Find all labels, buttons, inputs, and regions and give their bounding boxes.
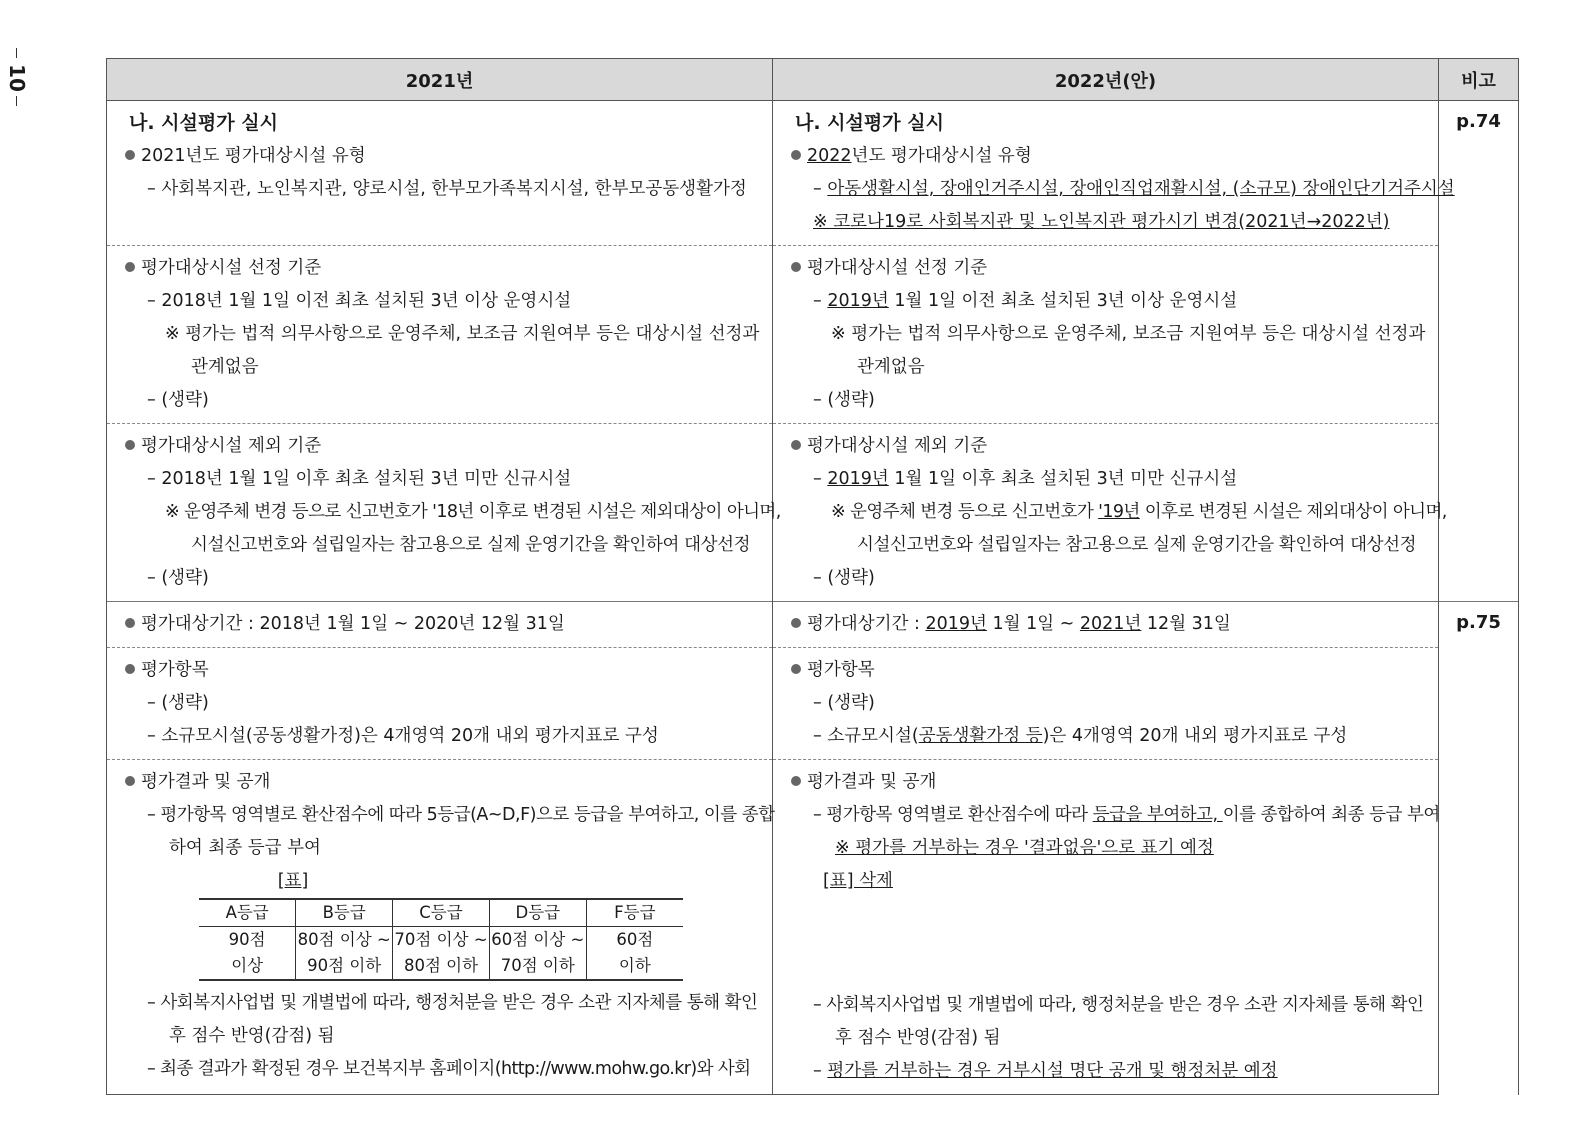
bullet: 평가대상기간 : 2018년 1월 1일 ~ 2020년 12월 31일	[125, 608, 768, 641]
dash-item: – 사회복지관, 노인복지관, 양로시설, 한부모가족복지시설, 한부모공동생활가정	[147, 179, 747, 199]
bullet: 평가항목	[125, 654, 768, 687]
table-row	[107, 602, 1519, 648]
cell-2022	[773, 101, 1455, 246]
grade-header: F등급	[586, 899, 683, 927]
page-number-bar-bottom	[16, 96, 17, 106]
table-row	[107, 760, 1519, 1095]
dash-continuation: 후 점수 반영(감점) 됨	[169, 1026, 335, 1046]
dash-item: – 사회복지사업법 및 개별법에 따라, 행정처분을 받은 경우 소관 지자체를 통해 확인	[813, 995, 1424, 1015]
dash-item: – (생략)	[813, 390, 875, 410]
note-continuation: 관계없음	[857, 357, 925, 377]
bullet: 평가항목	[791, 654, 1434, 687]
note-cell: p.74	[1439, 101, 1519, 602]
cell-2021	[107, 648, 773, 760]
section-title: 나. 시설평가 실시	[129, 112, 278, 134]
note-continuation: 시설신고번호와 설립일자는 참고용으로 실제 운영기간을 확인하여 대상선정	[191, 535, 751, 555]
bullet: 평가대상기간 : 2019년 1월 1일 ~ 2021년 12월 31일	[791, 608, 1434, 641]
dash-continuation: 후 점수 반영(감점) 됨	[835, 1028, 1001, 1048]
cell-2021	[107, 602, 773, 648]
dash-item: – 소규모시설(공동생활가정 등)은 4개영역 20개 내외 평가지표로 구성	[813, 726, 1348, 746]
page-number	[6, 48, 28, 106]
note-continuation: 시설신고번호와 설립일자는 참고용으로 실제 운영기간을 확인하여 대상선정	[857, 535, 1417, 555]
grade-header: A등급	[199, 899, 296, 927]
dash-item: – (생략)	[147, 390, 209, 410]
grade-cell: 70점 이하	[489, 953, 586, 980]
dash-item: – 평가항목 영역별로 환산점수에 따라 등급을 부여하고, 이를 종합하여 최종 등급 부여	[813, 805, 1440, 825]
cell-2021	[107, 760, 773, 1095]
grade-header: C등급	[393, 899, 490, 927]
comparison-table	[106, 58, 1519, 1095]
cell-2022	[773, 602, 1439, 648]
dash-item: – (생략)	[147, 693, 209, 713]
grade-cell: 60점 이상 ~	[489, 927, 586, 954]
dash-item: – 사회복지사업법 및 개별법에 따라, 행정처분을 받은 경우 소관 지자체를 통해 확인	[147, 993, 758, 1013]
header-2021: 2021년	[107, 59, 773, 101]
grade-cell: 이상	[199, 953, 296, 980]
spacer	[791, 898, 1434, 983]
table-caption: [표]	[277, 871, 309, 891]
grade-cell: 이하	[586, 953, 683, 980]
dash-item: – (생략)	[147, 568, 209, 588]
table-row	[107, 246, 1519, 424]
page-number-text: 10	[5, 64, 29, 92]
cell-2022	[773, 246, 1439, 424]
note-item: ※ 평가를 거부하는 경우 '결과없음'으로 표기 예정	[835, 838, 1214, 858]
cell-2021	[107, 101, 773, 246]
grade-table	[199, 898, 683, 981]
grade-row	[199, 953, 683, 980]
bullet: 평가대상시설 제외 기준	[125, 430, 768, 463]
grade-cell: 90점 이하	[296, 953, 393, 980]
bullet: 평가대상시설 선정 기준	[791, 252, 1434, 285]
grade-row	[199, 927, 683, 954]
section-title: 나. 시설평가 실시	[795, 112, 944, 134]
bullet: 평가대상시설 선정 기준	[125, 252, 768, 285]
dash-continuation: 하여 최종 등급 부여	[169, 838, 321, 858]
grade-cell: 80점 이하	[393, 953, 490, 980]
note-cell: p.75	[1439, 602, 1519, 1095]
grade-cell: 80점 이상 ~	[296, 927, 393, 954]
table-row	[107, 101, 1519, 246]
note-item: ※ 평가는 법적 의무사항으로 운영주체, 보조금 지원여부 등은 대상시설 선정과	[165, 324, 760, 344]
dash-item: – 2019년 1월 1일 이후 최초 설치된 3년 미만 신규시설	[813, 469, 1238, 489]
note-continuation: 관계없음	[191, 357, 259, 377]
dash-item: – 2018년 1월 1일 이전 최초 설치된 3년 이상 운영시설	[147, 291, 572, 311]
dash-item: – 소규모시설(공동생활가정)은 4개영역 20개 내외 평가지표로 구성	[147, 726, 659, 746]
dash-item: – 최종 결과가 확정된 경우 보건복지부 홈페이지(http://www.mohw.go.kr)와 사회	[147, 1059, 751, 1079]
dash-item: – (생략)	[813, 568, 875, 588]
grade-cell: 70점 이상 ~	[393, 927, 490, 954]
grade-header: B등급	[296, 899, 393, 927]
dash-item: – 평가를 거부하는 경우 거부시설 명단 공개 및 행정처분 예정	[813, 1061, 1278, 1081]
cell-2022	[773, 648, 1439, 760]
grade-header-row	[199, 899, 683, 927]
table-row	[107, 648, 1519, 760]
grade-cell: 60점	[586, 927, 683, 954]
note-item: ※ 운영주체 변경 등으로 신고번호가 '19년 이후로 변경된 시설은 제외대상이 아니며,	[831, 502, 1447, 522]
dash-item: – 2018년 1월 1일 이후 최초 설치된 3년 미만 신규시설	[147, 469, 572, 489]
cell-2022	[773, 760, 1439, 1095]
note-item: ※ 코로나19로 사회복지관 및 노인복지관 평가시기 변경(2021년→2022년)	[813, 212, 1390, 232]
cell-2021	[107, 246, 773, 424]
table-header-row	[107, 59, 1519, 101]
cell-2021	[107, 424, 781, 602]
dash-item: – (생략)	[813, 693, 875, 713]
dash-item: – 평가항목 영역별로 환산점수에 따라 5등급(A~D,F)으로 등급을 부여하고, 이를 종합	[147, 805, 775, 825]
grade-header: D등급	[489, 899, 586, 927]
bullet: 평가결과 및 공개	[791, 766, 1434, 799]
note-item: ※ 운영주체 변경 등으로 신고번호가 '18년 이후로 변경된 시설은 제외대상이 아니며,	[165, 502, 781, 522]
bullet: 평가결과 및 공개	[125, 766, 768, 799]
note-item: ※ 평가는 법적 의무사항으로 운영주체, 보조금 지원여부 등은 대상시설 선정과	[831, 324, 1426, 344]
grade-cell: 90점	[228, 930, 266, 949]
dash-item: – 아동생활시설, 장애인거주시설, 장애인직업재활시설, (소규모) 장애인단기거주시설	[813, 179, 1455, 199]
table-deleted-note: [표] 삭제	[823, 871, 893, 891]
header-note: 비고	[1439, 59, 1519, 101]
bullet: 2022년도 평가대상시설 유형	[791, 140, 1434, 173]
dash-item: – 2019년 1월 1일 이전 최초 설치된 3년 이상 운영시설	[813, 291, 1238, 311]
bullet: 2021년도 평가대상시설 유형	[125, 140, 768, 173]
bullet: 평가대상시설 제외 기준	[791, 430, 1434, 463]
table-row	[107, 424, 1519, 602]
cell-2022	[773, 424, 1447, 602]
header-2022: 2022년(안)	[773, 59, 1439, 101]
